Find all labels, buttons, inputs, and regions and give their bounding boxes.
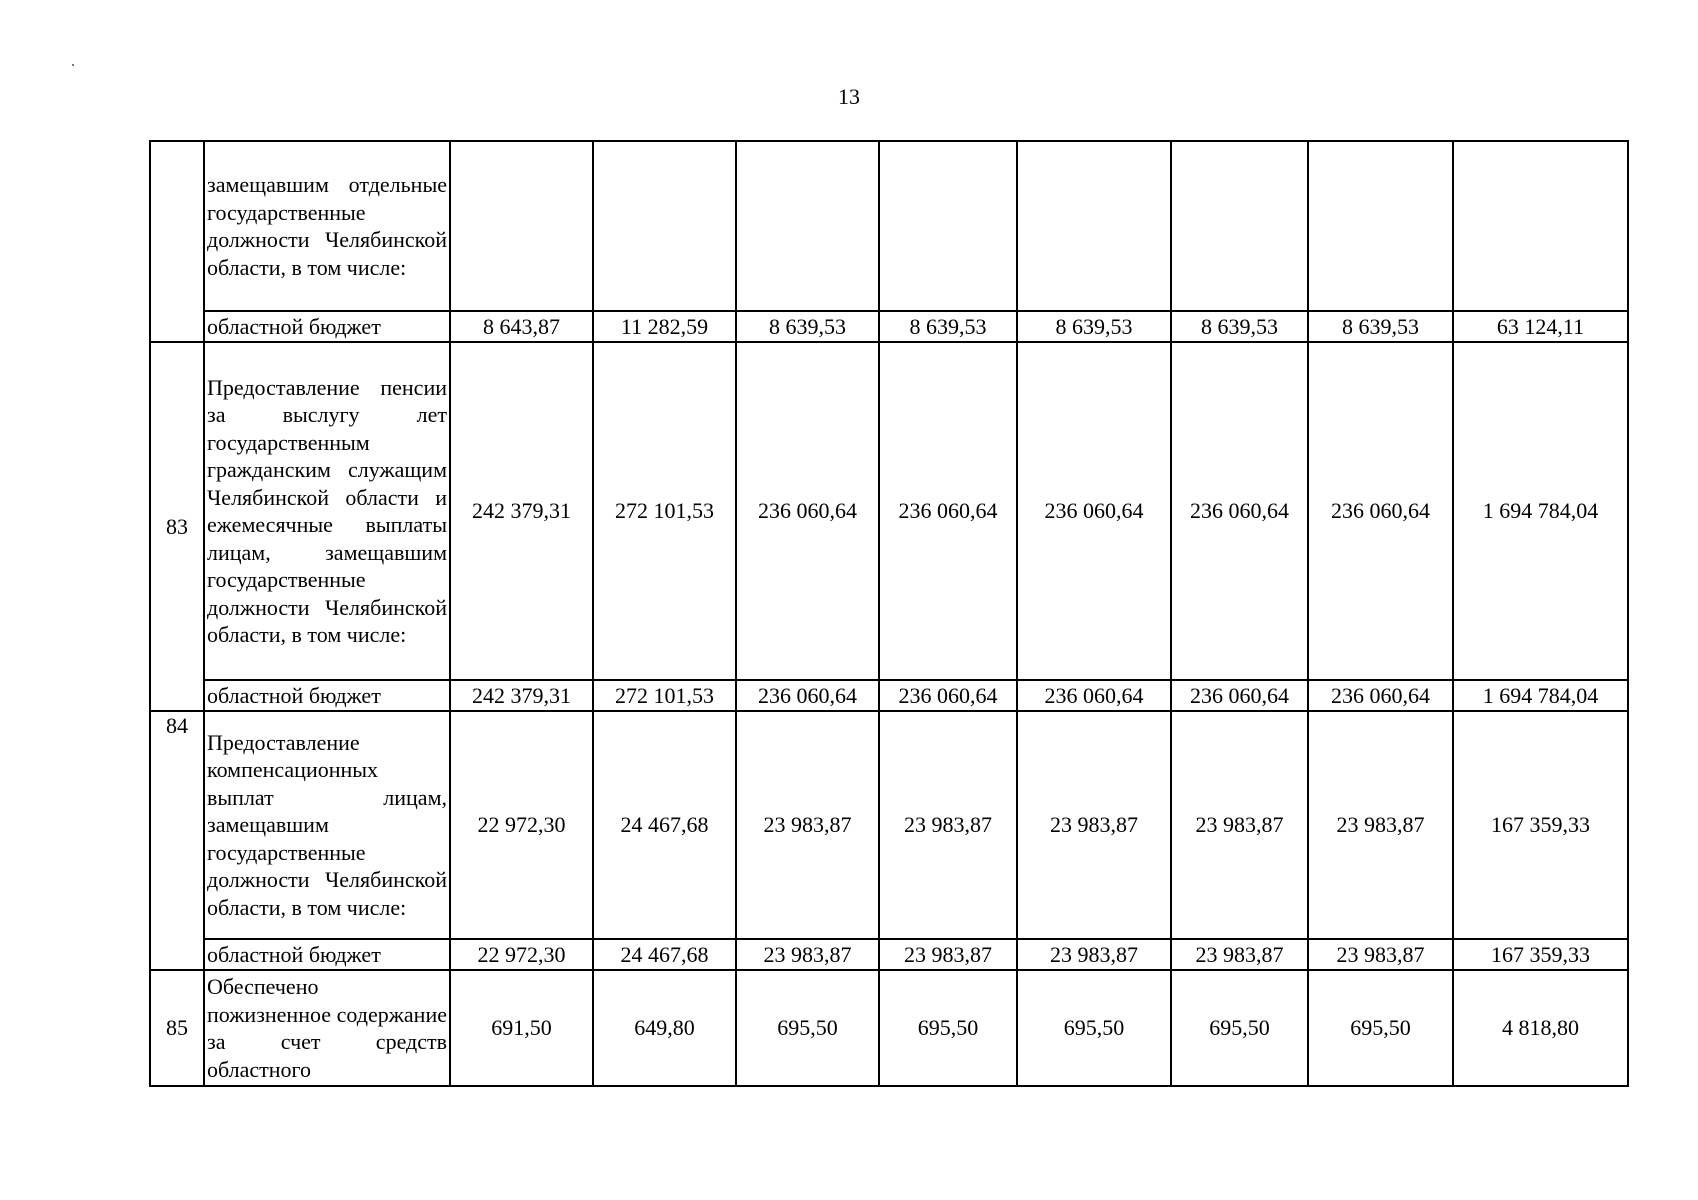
value-cell: 236 060,64 xyxy=(1308,342,1453,680)
value-cell: 272 101,53 xyxy=(593,342,736,680)
row-index: 84 xyxy=(150,711,204,970)
budget-table xyxy=(149,140,1629,1087)
value-cell xyxy=(593,141,736,311)
value-cell: 649,80 xyxy=(593,970,736,1086)
row-description: Обеспечено пожизненное содержание за счет средств областного xyxy=(204,970,450,1086)
value-cell: 63 124,11 xyxy=(1453,311,1628,342)
value-cell xyxy=(1171,141,1308,311)
value-cell: 236 060,64 xyxy=(1308,680,1453,711)
value-cell: 23 983,87 xyxy=(879,939,1017,970)
value-cell: 695,50 xyxy=(1017,970,1171,1086)
value-cell xyxy=(1017,141,1171,311)
value-cell: 8 639,53 xyxy=(736,311,879,342)
subrow-label: областной бюджет xyxy=(204,680,450,711)
value-cell: 695,50 xyxy=(736,970,879,1086)
value-cell: 236 060,64 xyxy=(1171,680,1308,711)
row-index: 85 xyxy=(150,970,204,1086)
value-cell: 695,50 xyxy=(1308,970,1453,1086)
value-cell: 236 060,64 xyxy=(879,342,1017,680)
value-cell: 4 818,80 xyxy=(1453,970,1628,1086)
value-cell: 23 983,87 xyxy=(1017,939,1171,970)
table-row xyxy=(150,141,1628,311)
value-cell: 236 060,64 xyxy=(736,342,879,680)
table-row xyxy=(150,342,1628,680)
value-cell: 1 694 784,04 xyxy=(1453,342,1628,680)
table-row xyxy=(150,711,1628,939)
value-cell: 236 060,64 xyxy=(879,680,1017,711)
value-cell: 236 060,64 xyxy=(1017,680,1171,711)
subrow-label: областной бюджет xyxy=(204,311,450,342)
value-cell: 167 359,33 xyxy=(1453,711,1628,939)
value-cell: 691,50 xyxy=(450,970,593,1086)
value-cell: 167 359,33 xyxy=(1453,939,1628,970)
scan-speck xyxy=(72,64,74,66)
table-subrow xyxy=(150,680,1628,711)
value-cell xyxy=(1453,141,1628,311)
value-cell: 23 983,87 xyxy=(1171,711,1308,939)
value-cell: 23 983,87 xyxy=(736,939,879,970)
value-cell: 242 379,31 xyxy=(450,680,593,711)
value-cell: 24 467,68 xyxy=(593,939,736,970)
value-cell: 23 983,87 xyxy=(736,711,879,939)
table-subrow xyxy=(150,939,1628,970)
value-cell: 8 639,53 xyxy=(1017,311,1171,342)
value-cell: 695,50 xyxy=(1171,970,1308,1086)
value-cell: 11 282,59 xyxy=(593,311,736,342)
value-cell: 23 983,87 xyxy=(879,711,1017,939)
value-cell: 23 983,87 xyxy=(1308,939,1453,970)
row-description: замещавшим отдельные государственные должности Челябинской области, в том числе: xyxy=(204,141,450,311)
value-cell: 24 467,68 xyxy=(593,711,736,939)
page-number: 13 xyxy=(838,84,860,109)
value-cell: 242 379,31 xyxy=(450,342,593,680)
value-cell xyxy=(736,141,879,311)
row-description: Предоставление пенсии за выслугу лет государственным гражданским служащим Челябинской области и ежемесячные выплаты лицам, замещавшим государственные должности Челябинской области, в том числе: xyxy=(204,342,450,680)
value-cell xyxy=(1308,141,1453,311)
value-cell: 1 694 784,04 xyxy=(1453,680,1628,711)
value-cell: 236 060,64 xyxy=(736,680,879,711)
value-cell: 236 060,64 xyxy=(1171,342,1308,680)
value-cell: 236 060,64 xyxy=(1017,342,1171,680)
value-cell: 272 101,53 xyxy=(593,680,736,711)
subrow-label: областной бюджет xyxy=(204,939,450,970)
value-cell xyxy=(879,141,1017,311)
value-cell: 23 983,87 xyxy=(1171,939,1308,970)
row-description: Предоставление компенсационных выплат лицам, замещавшим государственные должности Челябинской области, в том числе: xyxy=(204,711,450,939)
table-row xyxy=(150,970,1628,1086)
value-cell: 22 972,30 xyxy=(450,939,593,970)
row-index: 83 xyxy=(150,342,204,711)
row-index xyxy=(150,141,204,342)
value-cell: 695,50 xyxy=(879,970,1017,1086)
value-cell: 8 639,53 xyxy=(1308,311,1453,342)
value-cell: 8 643,87 xyxy=(450,311,593,342)
value-cell: 8 639,53 xyxy=(879,311,1017,342)
value-cell: 22 972,30 xyxy=(450,711,593,939)
value-cell: 23 983,87 xyxy=(1017,711,1171,939)
value-cell: 23 983,87 xyxy=(1308,711,1453,939)
value-cell: 8 639,53 xyxy=(1171,311,1308,342)
table-subrow xyxy=(150,311,1628,342)
value-cell xyxy=(450,141,593,311)
